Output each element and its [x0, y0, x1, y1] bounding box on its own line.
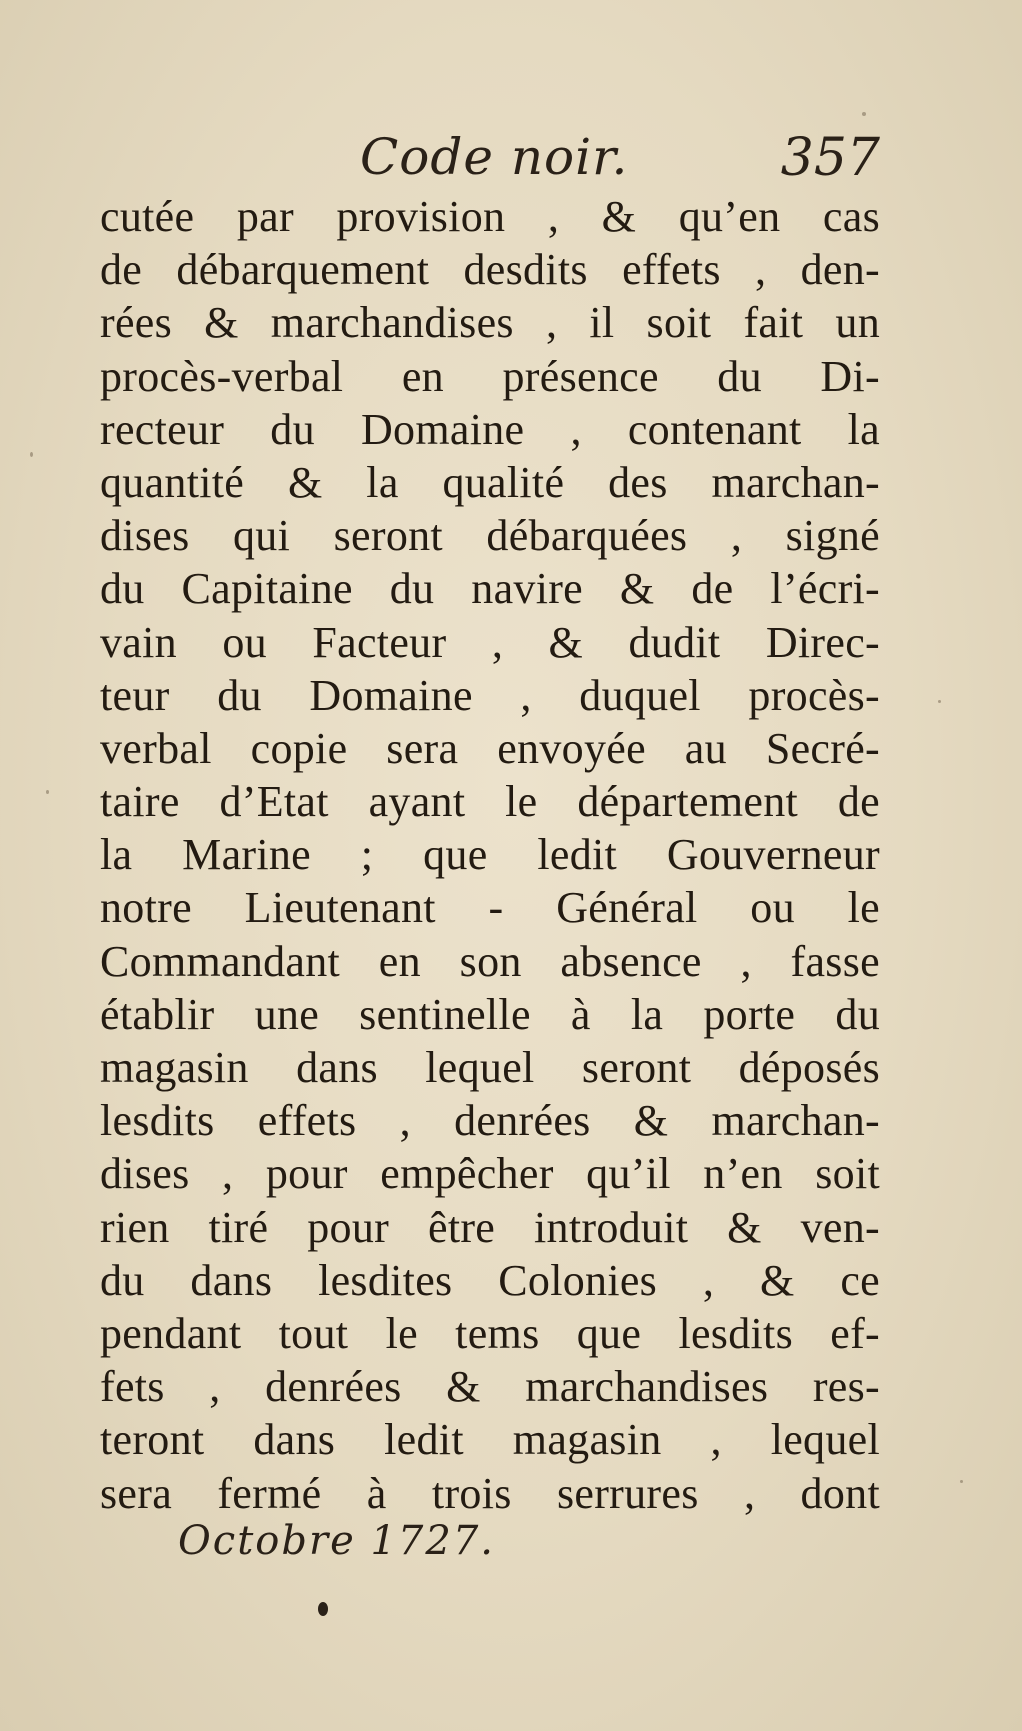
text-line: la Marine ; que ledit Gouverneur [100, 830, 880, 880]
text-line: procès-verbal en présence du Di- [100, 351, 880, 401]
text-line: magasin dans lequel seront déposés [100, 1043, 880, 1092]
paper-speck [960, 1480, 963, 1483]
body-text [100, 190, 880, 1520]
text-line: teront dans ledit magasin , lequel [100, 1415, 880, 1465]
text-line: dises qui seront débarquées , signé [100, 511, 880, 561]
paper-speck [30, 452, 33, 457]
text-line: teur du Domaine , duquel procès- [100, 670, 880, 720]
paper-speck [938, 700, 941, 703]
text-line: du Capitaine du navire & de l’écri- [100, 564, 880, 614]
text-line: cutée par provision , & qu’en cas [100, 192, 880, 241]
text-line: dises , pour empêcher qu’il n’en soit [100, 1149, 880, 1199]
text-line: Commandant en son absence , fasse [100, 936, 880, 986]
page-number: 357 [780, 128, 880, 188]
text-line: lesdits effets , denrées & marchan- [100, 1096, 880, 1146]
text-line: du dans lesdites Colonies , & ce [100, 1255, 880, 1305]
page-title: Code noir. [360, 128, 629, 186]
text-line: rien tiré pour être introduit & ven- [100, 1202, 880, 1252]
text-line: taire d’Etat ayant le département de [100, 777, 880, 827]
text-line: notre Lieutenant - Général ou le [100, 883, 880, 933]
text-line: rées & marchandises , il soit fait un [100, 298, 880, 348]
text-line: quantité & la qualité des marchan- [100, 457, 880, 507]
text-line: de débarquement desdits effets , den- [100, 245, 880, 295]
text-line: pendant tout le tems que lesdits ef- [100, 1308, 880, 1358]
text-line: vain ou Facteur , & dudit Direc- [100, 617, 880, 667]
paper-speck [862, 112, 866, 116]
paper-speck [46, 790, 49, 794]
text-line: fets , denrées & marchandises res- [100, 1362, 880, 1412]
text-line: sera fermé à trois serrures , dont [100, 1468, 880, 1518]
text-line: recteur du Domaine , contenant la [100, 404, 880, 454]
catchword: Octobre 1727. [178, 1518, 495, 1564]
printer-mark [318, 1602, 328, 1616]
text-line: établir une sentinelle à la porte du [100, 989, 880, 1039]
text-line: verbal copie sera envoyée au Secré- [100, 723, 880, 773]
